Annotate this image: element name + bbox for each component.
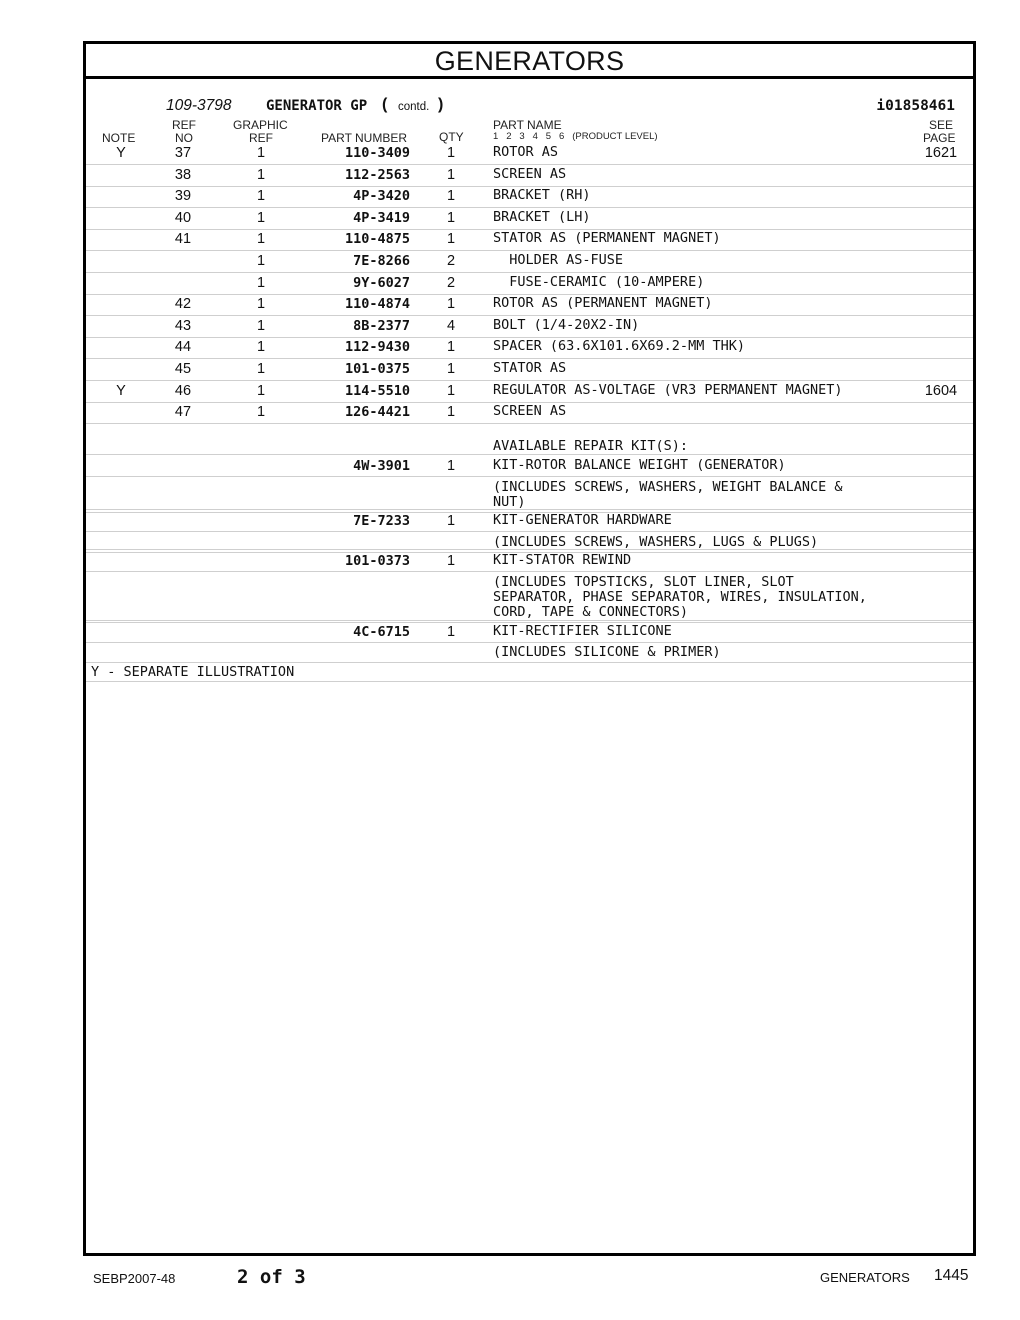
row-part-name: SCREEN AS [493, 403, 567, 420]
row-ref-no: 46 [174, 382, 192, 399]
row-ref-no: 38 [174, 166, 192, 183]
row-graphic-ref: 1 [256, 339, 266, 356]
kit-name: KIT-GENERATOR HARDWARE [493, 512, 672, 528]
row-part-name: SCREEN AS [493, 165, 567, 182]
kit-qty: 1 [446, 513, 456, 529]
row-divider [86, 571, 973, 572]
group-contd: contd. [398, 101, 430, 113]
footer-section: GENERATORS [820, 1270, 910, 1285]
row-divider [86, 531, 973, 532]
kit-part-number: 7E-7233 [353, 513, 410, 529]
kit-part-number: 101-0373 [344, 553, 410, 569]
row-ref-no: 43 [174, 317, 192, 334]
footer-doc-code: SEBP2007-48 [93, 1271, 176, 1286]
row-qty: 1 [446, 361, 456, 377]
row-part-number: 112-9430 [344, 339, 410, 356]
row-part-number: 101-0375 [344, 361, 410, 377]
row-part-number: 126-4421 [344, 404, 410, 421]
page-frame [83, 41, 976, 1256]
row-divider [86, 642, 973, 643]
row-graphic-ref: 1 [256, 361, 266, 377]
row-divider [86, 454, 973, 455]
row-part-name: STATOR AS [493, 360, 567, 376]
header-ref-bottom: NO [175, 131, 193, 145]
row-divider [86, 509, 973, 510]
page-title: GENERATORS [86, 44, 973, 79]
row-ref-no: 44 [174, 339, 192, 356]
row-qty: 1 [446, 188, 456, 205]
row-divider [86, 681, 973, 682]
row-part-number: 110-4875 [344, 231, 410, 248]
kit-name: KIT-ROTOR BALANCE WEIGHT (GENERATOR) [493, 457, 786, 473]
kit-qty: 1 [446, 553, 456, 569]
row-qty: 4 [446, 317, 456, 334]
row-part-name: BRACKET (LH) [493, 208, 591, 225]
row-part-number: 112-2563 [344, 166, 410, 183]
footer-page-of: 2 of 3 [237, 1266, 306, 1288]
kit-includes-note: (INCLUDES SILICONE & PRIMER) [493, 644, 721, 660]
row-qty: 1 [446, 296, 456, 313]
row-ref-no: 37 [174, 145, 192, 161]
row-divider [86, 476, 973, 477]
row-qty: 1 [446, 382, 456, 399]
row-part-name: FUSE-CERAMIC (10-AMPERE) [493, 273, 705, 290]
kit-includes-note: (INCLUDES SCREWS, WASHERS, LUGS & PLUGS) [493, 534, 819, 550]
row-see-page: 1604 [924, 382, 958, 399]
header-see-bottom: PAGE [923, 131, 956, 145]
kit-includes-note: (INCLUDES TOPSTICKS, SLOT LINER, SLOT SEPARATOR, PHASE SEPARATOR, WIRES, INSULATION, CORD, TAPE & CONNECTORS) [493, 574, 867, 620]
row-divider [86, 620, 973, 621]
row-part-name: HOLDER AS-FUSE [493, 252, 624, 268]
kit-name: KIT-STATOR REWIND [493, 552, 632, 568]
row-note: Y [116, 145, 126, 161]
repair-kits-heading: AVAILABLE REPAIR KIT(S): [493, 438, 689, 454]
row-graphic-ref: 1 [256, 188, 266, 205]
row-see-page: 1621 [924, 145, 958, 161]
header-see-top: SEE [929, 118, 954, 132]
row-ref-no: 47 [174, 404, 192, 421]
row-part-name: BOLT (1/4-20X2-IN) [493, 316, 640, 333]
row-graphic-ref: 1 [256, 317, 266, 334]
row-part-number: 7E-8266 [353, 253, 410, 269]
row-qty: 1 [446, 339, 456, 356]
footnote: Y - SEPARATE ILLUSTRATION [91, 664, 295, 680]
footer-page-number: 1445 [934, 1267, 969, 1284]
header-graphic-bottom: REF [249, 131, 273, 145]
group-paren-close: ) [438, 96, 444, 113]
header-product-levels: 1 2 3 4 5 6 (PRODUCT LEVEL) [493, 131, 658, 142]
header-qty: QTY [439, 130, 464, 144]
row-ref-no: 40 [174, 209, 192, 226]
kit-part-number: 4C-6715 [353, 624, 410, 640]
row-ref-no: 39 [174, 188, 192, 205]
group-id: 109-3798 [166, 97, 232, 114]
row-ref-no: 42 [174, 296, 192, 313]
kit-qty: 1 [446, 624, 456, 640]
kit-qty: 1 [446, 458, 456, 474]
row-qty: 1 [446, 231, 456, 248]
row-graphic-ref: 1 [256, 166, 266, 183]
row-divider [86, 549, 973, 550]
row-qty: 2 [446, 274, 456, 291]
row-ref-no: 41 [174, 231, 192, 248]
header-graphic-top: GRAPHIC [233, 118, 288, 132]
row-part-number: 114-5510 [344, 382, 410, 399]
group-serial: i01858461 [876, 98, 955, 114]
row-qty: 1 [446, 145, 456, 161]
header-part-number: PART NUMBER [321, 131, 408, 145]
row-qty: 2 [446, 253, 456, 269]
row-part-name: SPACER (63.6X101.6X69.2-MM THK) [493, 338, 745, 355]
row-divider [86, 662, 973, 663]
row-graphic-ref: 1 [256, 231, 266, 248]
row-qty: 1 [446, 404, 456, 421]
row-part-number: 4P-3420 [353, 188, 410, 205]
row-part-number: 4P-3419 [353, 209, 410, 226]
row-part-number: 8B-2377 [353, 317, 410, 334]
row-divider [86, 380, 973, 381]
row-divider [86, 423, 973, 424]
row-graphic-ref: 1 [256, 209, 266, 226]
row-part-number: 9Y-6027 [353, 274, 410, 291]
row-graphic-ref: 1 [256, 274, 266, 291]
row-graphic-ref: 1 [256, 145, 266, 161]
kit-part-number: 4W-3901 [353, 458, 410, 474]
row-part-name: STATOR AS (PERMANENT MAGNET) [493, 230, 721, 247]
row-note: Y [116, 382, 126, 399]
row-qty: 1 [446, 166, 456, 183]
group-paren-open: ( [382, 96, 388, 113]
row-part-name: ROTOR AS (PERMANENT MAGNET) [493, 295, 713, 312]
row-qty: 1 [446, 209, 456, 226]
row-graphic-ref: 1 [256, 404, 266, 421]
header-note: NOTE [102, 131, 136, 145]
header-part-name: PART NAME [493, 118, 562, 132]
row-divider [86, 164, 973, 165]
row-part-number: 110-3409 [344, 145, 410, 161]
row-graphic-ref: 1 [256, 296, 266, 313]
kit-name: KIT-RECTIFIER SILICONE [493, 623, 672, 639]
row-graphic-ref: 1 [256, 382, 266, 399]
kit-includes-note: (INCLUDES SCREWS, WASHERS, WEIGHT BALANCE & NUT) [493, 479, 843, 510]
row-part-name: REGULATOR AS-VOLTAGE (VR3 PERMANENT MAGNET) [493, 381, 843, 398]
row-divider [86, 272, 973, 273]
row-graphic-ref: 1 [256, 253, 266, 269]
row-part-number: 110-4874 [344, 296, 410, 313]
header-ref-top: REF [172, 118, 196, 132]
row-part-name: ROTOR AS [493, 144, 559, 160]
row-ref-no: 45 [174, 361, 192, 377]
group-name: GENERATOR GP [266, 98, 368, 114]
row-part-name: BRACKET (RH) [493, 187, 591, 204]
